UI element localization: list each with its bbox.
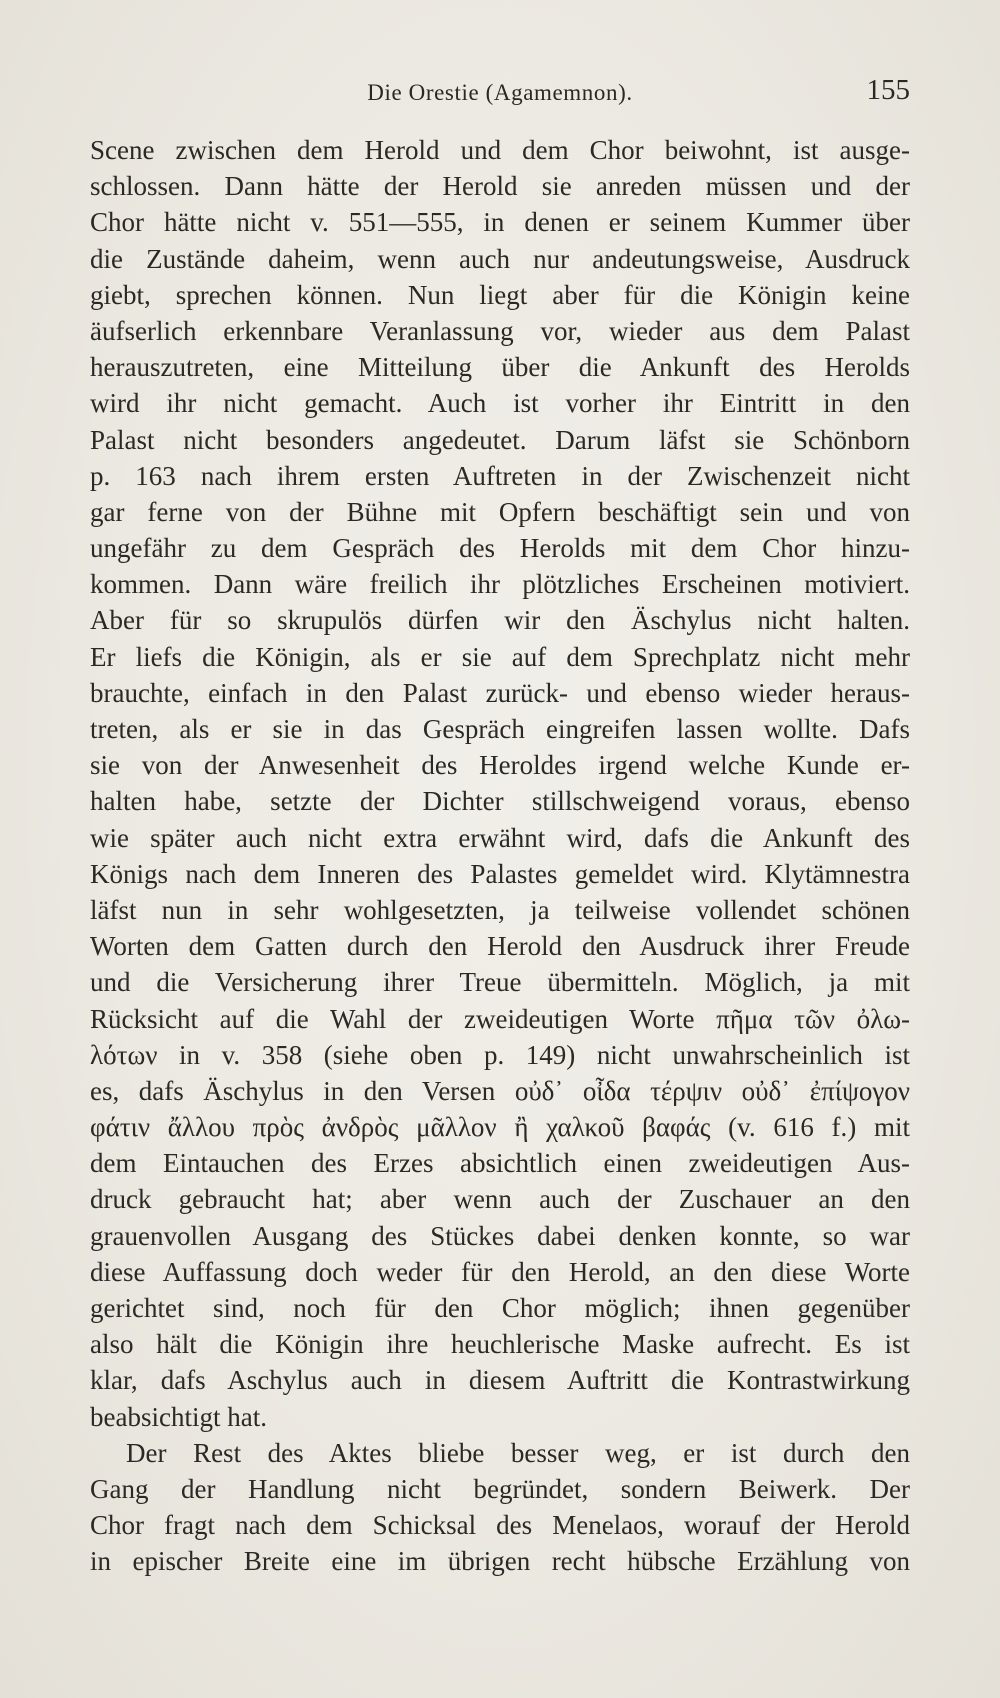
text-line: treten, als er sie in das Gespräch eingreifen lassen wollte. Dafs bbox=[90, 714, 910, 744]
text-line: gerichtet sind, noch für den Chor möglich; ihnen gegenüber bbox=[90, 1293, 910, 1323]
text-line: Gang der Handlung nicht begründet, sondern Beiwerk. Der bbox=[90, 1473, 910, 1504]
text-line: sie von der Anwesenheit des Heroldes irgend welche Kunde er- bbox=[90, 750, 910, 781]
text-line: klar, dafs Aschylus auch in diesem Auftritt die Kontrastwirkung bbox=[90, 1365, 910, 1396]
text-line: Scene zwischen dem Herold und dem Chor beiwohnt, ist ausge- bbox=[90, 135, 910, 165]
page-number: 155 bbox=[866, 74, 910, 106]
text-line: äufserlich erkennbare Veranlassung vor, wieder aus dem Palast bbox=[90, 315, 910, 346]
text-line: grauenvollen Ausgang des Stückes dabei denken konnte, so war bbox=[90, 1220, 910, 1251]
text-line: Rücksicht auf die Wahl der zweideutigen Worte πῆμα τῶν ὀλω- bbox=[90, 1003, 910, 1034]
text-line: wird ihr nicht gemacht. Auch ist vorher ihr Eintritt in den bbox=[90, 388, 910, 419]
text-line: in epischer Breite eine im übrigen recht hübsche Erzählung von bbox=[90, 1546, 910, 1577]
text-line: wie später auch nicht extra erwähnt wird, dafs die Ankunft des bbox=[90, 822, 910, 853]
text-line: läfst nun in sehr wohlgesetzten, ja teilweise vollendet schönen bbox=[90, 894, 910, 925]
text-line: die Zustände daheim, wenn auch nur andeutungsweise, Ausdruck bbox=[90, 243, 910, 274]
text-line: halten habe, setzte der Dichter stillschweigend voraus, ebenso bbox=[90, 786, 910, 817]
text-line: Chor fragt nach dem Schicksal des Menelaos, worauf der Herold bbox=[90, 1510, 910, 1541]
text-line: Aber für so skrupulös dürfen wir den Äschylus nicht halten. bbox=[90, 605, 910, 636]
text-line: schlossen. Dann hätte der Herold sie anreden müssen und der bbox=[90, 171, 910, 202]
text-line: diese Auffassung doch weder für den Herold, an den diese Worte bbox=[90, 1256, 910, 1287]
text-line: dem Eintauchen des Erzes absichtlich einen zweideutigen Aus- bbox=[90, 1148, 910, 1179]
text-line: Palast nicht besonders angedeutet. Darum läfst sie Schönborn bbox=[90, 424, 910, 455]
page-header bbox=[90, 74, 910, 118]
text-line: Königs nach dem Inneren des Palastes gemeldet wird. Klytämnestra bbox=[90, 858, 910, 889]
text-line: druck gebraucht hat; aber wenn auch der Zuschauer an den bbox=[90, 1184, 910, 1215]
text-line: beabsichtigt hat. bbox=[90, 1401, 267, 1432]
text-line: φάτιν ἄλλου πρὸς ἀνδρὸς μᾶλλον ἢ χαλκοῦ βαφάς (v. 616 f.) mit bbox=[90, 1112, 910, 1143]
text-line: giebt, sprechen können. Nun liegt aber für die Königin keine bbox=[90, 279, 910, 310]
text-line: Chor hätte nicht v. 551—555, in denen er seinem Kummer über bbox=[90, 207, 910, 238]
text-line: gar ferne von der Bühne mit Opfern beschäftigt sein und von bbox=[90, 496, 910, 527]
text-line: kommen. Dann wäre freilich ihr plötzliches Erscheinen motiviert. bbox=[90, 569, 910, 600]
text-line: p. 163 nach ihrem ersten Auftreten in der Zwischenzeit nicht bbox=[90, 460, 910, 491]
text-line: herauszutreten, eine Mitteilung über die Ankunft des Herolds bbox=[90, 352, 910, 383]
text-line: Er liefs die Königin, als er sie auf dem Sprechplatz nicht mehr bbox=[90, 641, 910, 672]
text-line: also hält die Königin ihre heuchlerische Maske aufrecht. Es ist bbox=[90, 1329, 910, 1360]
text-line: Worten dem Gatten durch den Herold den Ausdruck ihrer Freude bbox=[90, 931, 910, 962]
body-text bbox=[90, 132, 910, 1580]
text-line: λότων in v. 358 (siehe oben p. 149) nicht unwahrscheinlich ist bbox=[90, 1039, 910, 1070]
text-line: brauchte, einfach in den Palast zurück- und ebenso wieder heraus- bbox=[90, 677, 910, 708]
text-line: und die Versicherung ihrer Treue übermitteln. Möglich, ja mit bbox=[90, 967, 910, 998]
text-line: Der Rest des Aktes bliebe besser weg, er ist durch den bbox=[126, 1437, 910, 1468]
text-line: ungefähr zu dem Gespräch des Herolds mit dem Chor hinzu- bbox=[90, 533, 910, 564]
running-head: Die Orestie (Agamemnon). bbox=[367, 80, 633, 105]
text-line: es, dafs Äschylus in den Versen οὐδ᾽ οἶδα τέρψιν οὐδ᾽ ἐπίψογον bbox=[90, 1075, 910, 1106]
